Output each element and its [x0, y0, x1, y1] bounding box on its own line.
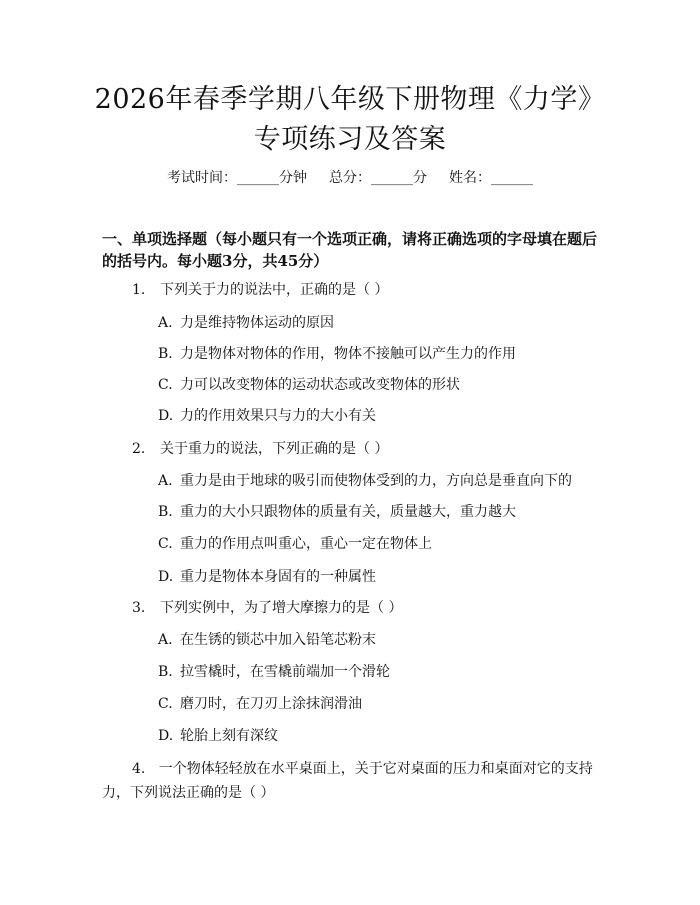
option-label: C.: [158, 696, 173, 712]
option-text: 力可以改变物体的运动状态或改变物体的形状: [180, 377, 460, 393]
question-number: 4.: [132, 761, 146, 777]
option-1b: [158, 343, 598, 365]
option-label: B.: [158, 346, 173, 362]
question-number: 2.: [132, 441, 146, 457]
option-text: 重力是物体本身固有的一种属性: [180, 569, 376, 585]
option-2d: [158, 566, 598, 588]
option-label: C.: [158, 377, 173, 393]
question-stem: 一个物体轻轻放在水平桌面上，关于它对桌面的压力和桌面对它的支持力，下列说法正确的是（ ）: [102, 761, 593, 801]
option-label: D.: [158, 728, 174, 744]
option-label: B.: [158, 664, 173, 680]
option-label: A.: [158, 315, 173, 331]
exam-meta-line: [0, 168, 700, 188]
option-label: B.: [158, 504, 173, 520]
question-number: 1.: [132, 282, 146, 298]
option-text: 磨刀时，在刀刃上涂抹润滑油: [180, 696, 362, 712]
question-number: 3.: [132, 600, 146, 616]
question-stem: 下列实例中，为了增大摩擦力的是（ ）: [160, 600, 403, 616]
question-3: [132, 597, 602, 619]
option-2a: [158, 470, 598, 492]
option-label: C.: [158, 536, 173, 552]
option-1c: [158, 374, 598, 396]
option-2b: [158, 501, 598, 523]
question-stem: 关于重力的说法，下列正确的是（ ）: [160, 441, 389, 457]
option-label: D.: [158, 408, 174, 424]
option-text: 力的作用效果只与力的大小有关: [180, 408, 376, 424]
question-4: [102, 757, 602, 805]
option-1a: [158, 312, 598, 334]
option-label: A.: [158, 473, 173, 489]
option-3c: [158, 693, 598, 715]
student-name-field: 姓名：______: [449, 170, 533, 186]
option-1d: [158, 405, 598, 427]
option-label: A.: [158, 632, 173, 648]
option-text: 重力是由于地球的吸引而使物体受到的力，方向总是垂直向下的: [180, 473, 572, 489]
option-text: 力是维持物体运动的原因: [180, 315, 334, 331]
option-2c: [158, 533, 598, 555]
option-3d: [158, 725, 598, 747]
option-3b: [158, 661, 598, 683]
question-1: [132, 279, 602, 301]
option-text: 重力的大小只跟物体的质量有关，质量越大，重力越大: [180, 504, 516, 520]
option-text: 重力的作用点叫重心，重心一定在物体上: [180, 536, 432, 552]
exam-time-field: 考试时间：______分钟: [167, 170, 307, 186]
total-score-field: 总分：______分: [329, 170, 427, 186]
option-text: 拉雪橇时，在雪橇前端加一个滑轮: [180, 664, 390, 680]
option-text: 力是物体对物体的作用，物体不接触可以产生力的作用: [180, 346, 516, 362]
question-2: [132, 438, 602, 460]
question-stem: 下列关于力的说法中，正确的是（ ）: [160, 282, 389, 298]
option-text: 在生锈的锁芯中加入铅笔芯粉末: [180, 632, 376, 648]
option-3a: [158, 629, 598, 651]
document-title: 2026年春季学期八年级下册物理《力学》专项练习及答案: [94, 84, 606, 155]
section-heading: 一、单项选择题（每小题只有一个选项正确，请将正确选项的字母填在题后的括号内。每小题3分，共45分）: [102, 230, 598, 270]
option-label: D.: [158, 569, 174, 585]
option-text: 轮胎上刻有深纹: [180, 728, 278, 744]
